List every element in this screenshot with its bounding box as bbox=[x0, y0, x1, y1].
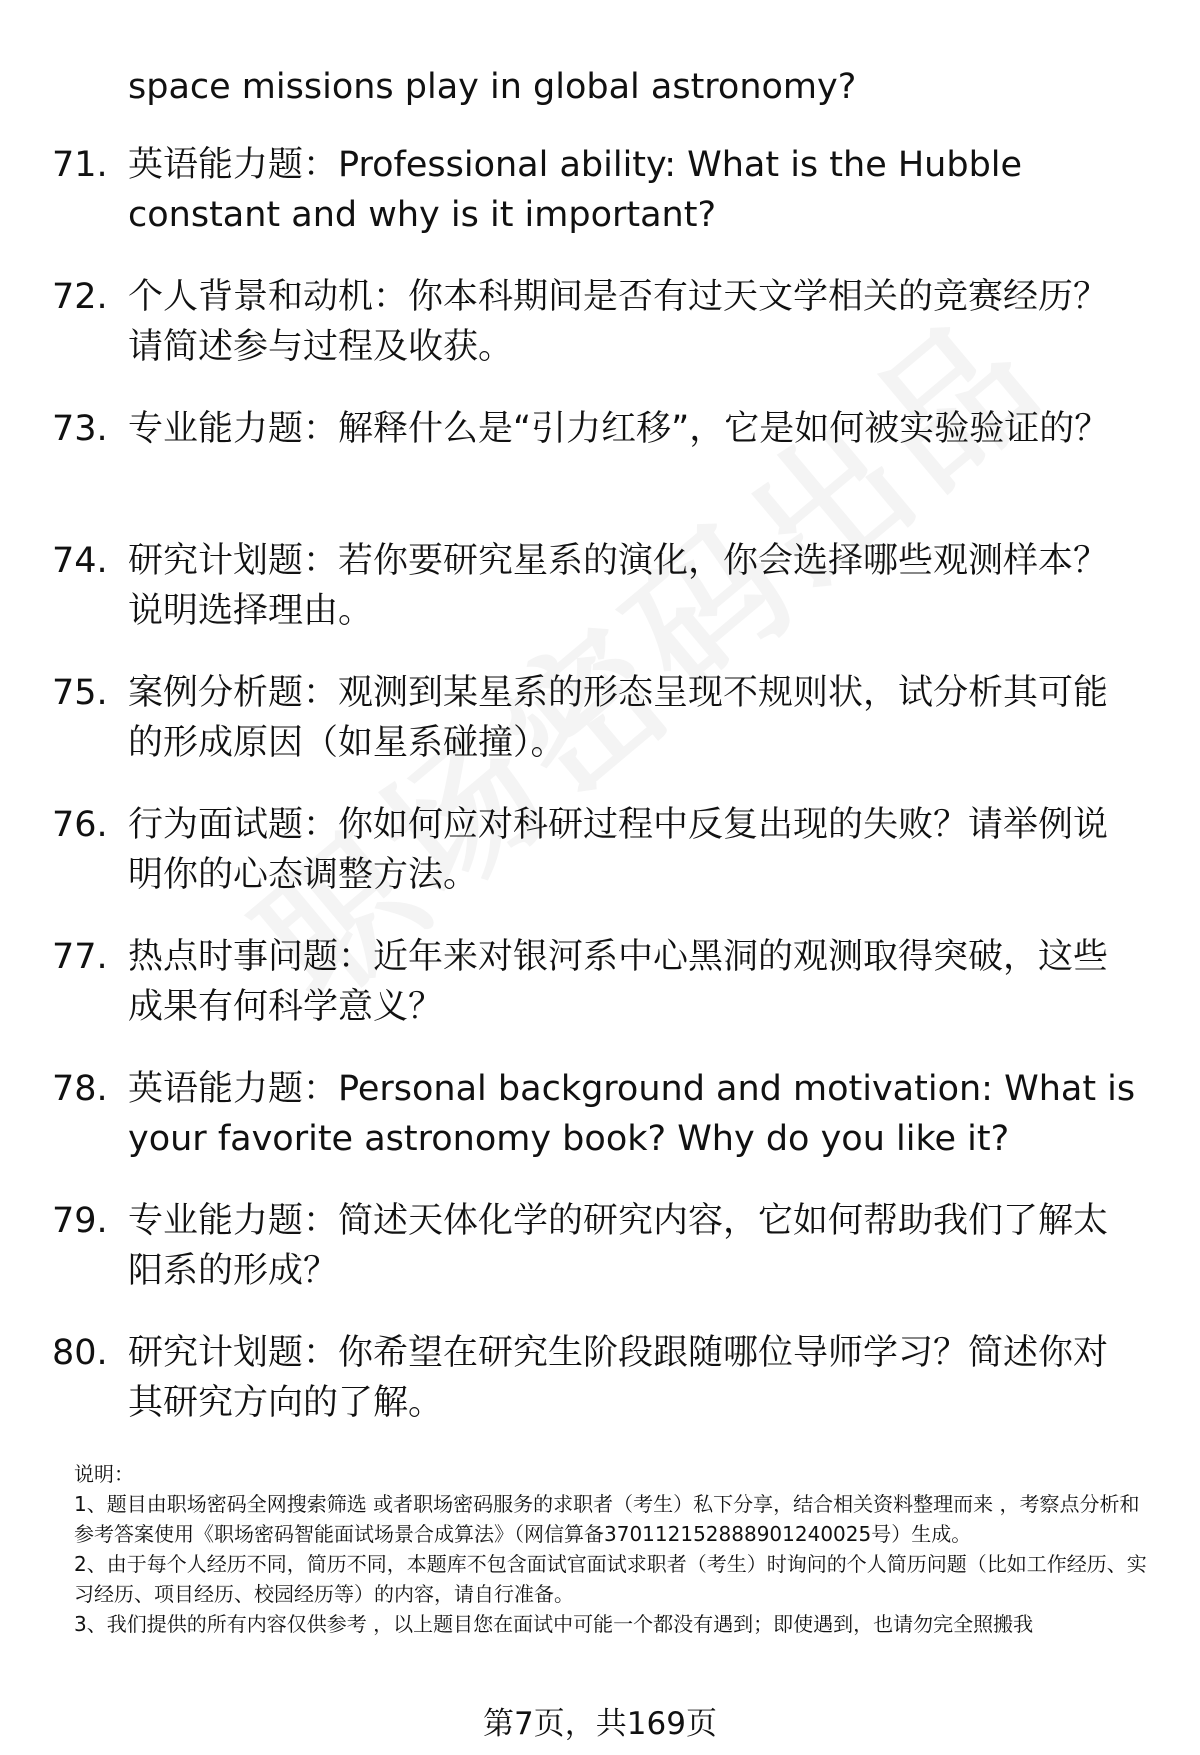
question-item bbox=[0, 932, 1200, 1064]
question-item bbox=[0, 404, 1200, 536]
notes-item: 3、我们提供的所有内容仅供参考 ，以上题目您在面试中可能一个都没有遇到；即使遇到，也请勿完全照搬我 bbox=[74, 1612, 1034, 1636]
question-item bbox=[0, 668, 1200, 800]
page-indicator: 第7页，共169页 bbox=[483, 1706, 717, 1742]
notes-item: 2、由于每个人经历不同，简历不同，本题库不包含面试官面试求职者（考生）时询问的个人简历问题（比如工作经历、实习经历、项目经历、校园经历等）的内容，请自行准备。 bbox=[74, 1552, 1147, 1606]
question-text: 行为面试题：你如何应对科研过程中反复出现的失败？请举例说明你的心态调整方法。 bbox=[128, 805, 1109, 895]
question-number: 77. bbox=[52, 937, 108, 977]
question-item bbox=[0, 140, 1200, 272]
question-item bbox=[0, 536, 1200, 668]
notes-item: 1、题目由职场密码全网搜索筛选 或者职场密码服务的求职者（考生）私下分享，结合相关资料整理而来 ，考察点分析和参考答案使用《职场密码智能面试场景合成算法》（网信算备370112152888901240025号）生成。 bbox=[74, 1492, 1140, 1546]
question-text: 案例分析题：观测到某星系的形态呈现不规则状，试分析其可能的形成原因（如星系碰撞）。 bbox=[128, 673, 1109, 763]
question-text: 研究计划题：若你要研究星系的演化，你会选择哪些观测样本？说明选择理由。 bbox=[128, 541, 1109, 631]
question-text: 专业能力题：解释什么是“引力红移”，它是如何被实验验证的？ bbox=[128, 409, 1110, 449]
notes-heading: 说明： bbox=[74, 1462, 134, 1486]
question-item bbox=[0, 1196, 1200, 1328]
question-number: 75. bbox=[52, 673, 108, 713]
question-number: 78. bbox=[52, 1069, 108, 1109]
question-text: 研究计划题：你希望在研究生阶段跟随哪位导师学习？简述你对其研究方向的了解。 bbox=[128, 1333, 1109, 1423]
question-number: 73. bbox=[52, 409, 108, 449]
question-item bbox=[0, 800, 1200, 932]
question-item bbox=[0, 272, 1200, 404]
question-list bbox=[0, 140, 1200, 1460]
question-item bbox=[0, 1328, 1200, 1460]
question-number: 80. bbox=[52, 1333, 108, 1373]
question-number: 74. bbox=[52, 541, 108, 581]
question-number: 79. bbox=[52, 1201, 108, 1241]
question-text: 英语能力题：Professional ability: What is the Hubble constant and why is it important? bbox=[128, 145, 1023, 235]
question-number: 76. bbox=[52, 805, 108, 845]
question-text: 英语能力题：Personal background and motivation: What is your favorite astronomy book? Why do you like it? bbox=[128, 1069, 1136, 1159]
question-text: 专业能力题：简述天体化学的研究内容，它如何帮助我们了解太阳系的形成？ bbox=[128, 1201, 1109, 1291]
question-text: 个人背景和动机：你本科期间是否有过天文学相关的竞赛经历？请简述参与过程及收获。 bbox=[128, 277, 1109, 367]
question-continuation-text: space missions play in global astronomy? bbox=[128, 67, 857, 107]
question-number: 71. bbox=[52, 145, 108, 185]
question-number: 72. bbox=[52, 277, 108, 317]
question-item bbox=[0, 1064, 1200, 1196]
notes-section bbox=[74, 1459, 1154, 1639]
question-text: 热点时事问题：近年来对银河系中心黑洞的观测取得突破，这些成果有何科学意义？ bbox=[128, 937, 1109, 1027]
